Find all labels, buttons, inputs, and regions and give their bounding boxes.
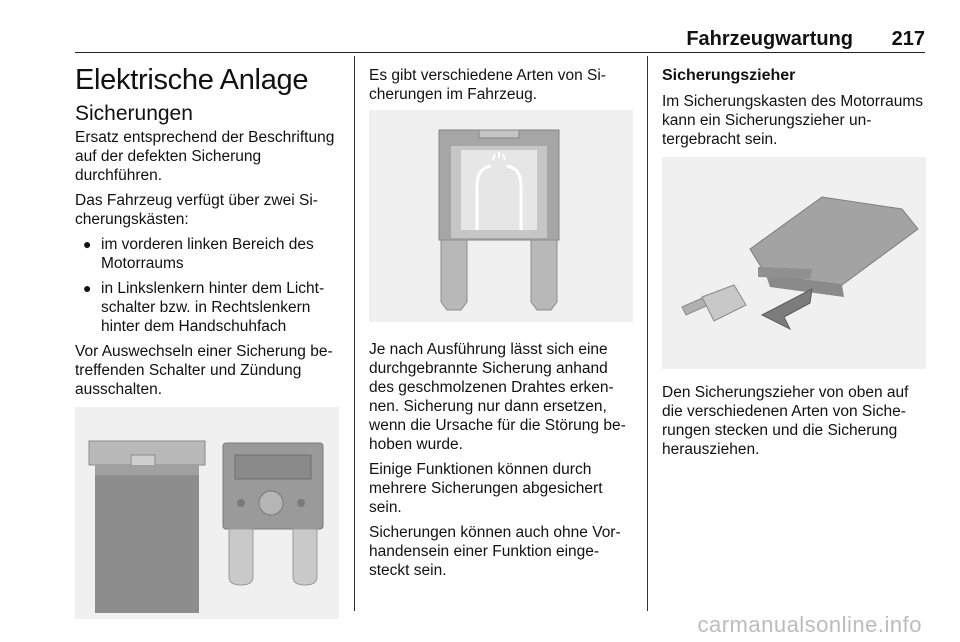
list-item: ● im vorderen linken Bereich des Motorraums [83, 236, 314, 272]
bullet-icon: ● [83, 236, 92, 252]
paragraph: Ersatz entsprechend der Beschriftung auf der defekten Sicherung durchführen. [75, 129, 335, 184]
subsection-heading: Sicherungszieher [662, 67, 796, 84]
paragraph: Je nach Ausführung lässt sich eine durchgebrannte Sicherung anhand des geschmolzenen Drahtes erkennen. Sicherung nur dann ersetzen, wenn die Ursache für die Störung behoben wurde. [369, 341, 626, 453]
paragraph: Den Sicherungszieher von oben auf die verschiedenen Arten von Sicherungen stecken und die Sicherung herausziehen. [662, 384, 909, 458]
column-2 [369, 66, 634, 586]
paragraph: Einige Funktionen können durch mehrere Sicherungen abgesichert sein. [369, 461, 603, 516]
list-item: ● in Linkslenkern hinter dem Lichtschalter bzw. in Rechtslenkern hinter dem Handschuhfach [83, 280, 325, 335]
column-3 [662, 66, 928, 465]
paragraph: Sicherungen können auch ohne Vorhandensein einer Funktion eingesteckt sein. [369, 524, 621, 579]
chapter-heading: Elektrische Anlage [75, 64, 309, 96]
paragraph: Im Sicherungskasten des Motorraums kann ein Sicherungszieher untergebracht sein. [662, 93, 924, 148]
paragraph: Es gibt verschiedene Arten von Sicherungen im Fahrzeug. [369, 67, 606, 103]
page-number: 217 [891, 28, 925, 50]
column-divider [647, 56, 648, 611]
bullet-icon: ● [83, 280, 92, 296]
column-1 [75, 62, 343, 619]
bullet-list [75, 235, 343, 336]
section-heading: Sicherungen [75, 102, 193, 125]
blown-fuse-illustration [369, 110, 633, 322]
fuse-types-illustration [75, 407, 339, 619]
fuse-puller-illustration [662, 157, 926, 369]
paragraph: Vor Auswechseln einer Sicherung betreffenden Schalter und Zündung ausschalten. [75, 343, 333, 398]
page-header [75, 28, 925, 53]
paragraph: Das Fahrzeug verfügt über zwei Sicherungskästen: [75, 192, 318, 228]
watermark: carmanualsonline.info [697, 612, 922, 637]
section-title: Fahrzeugwartung [686, 28, 853, 50]
column-divider [354, 56, 355, 611]
